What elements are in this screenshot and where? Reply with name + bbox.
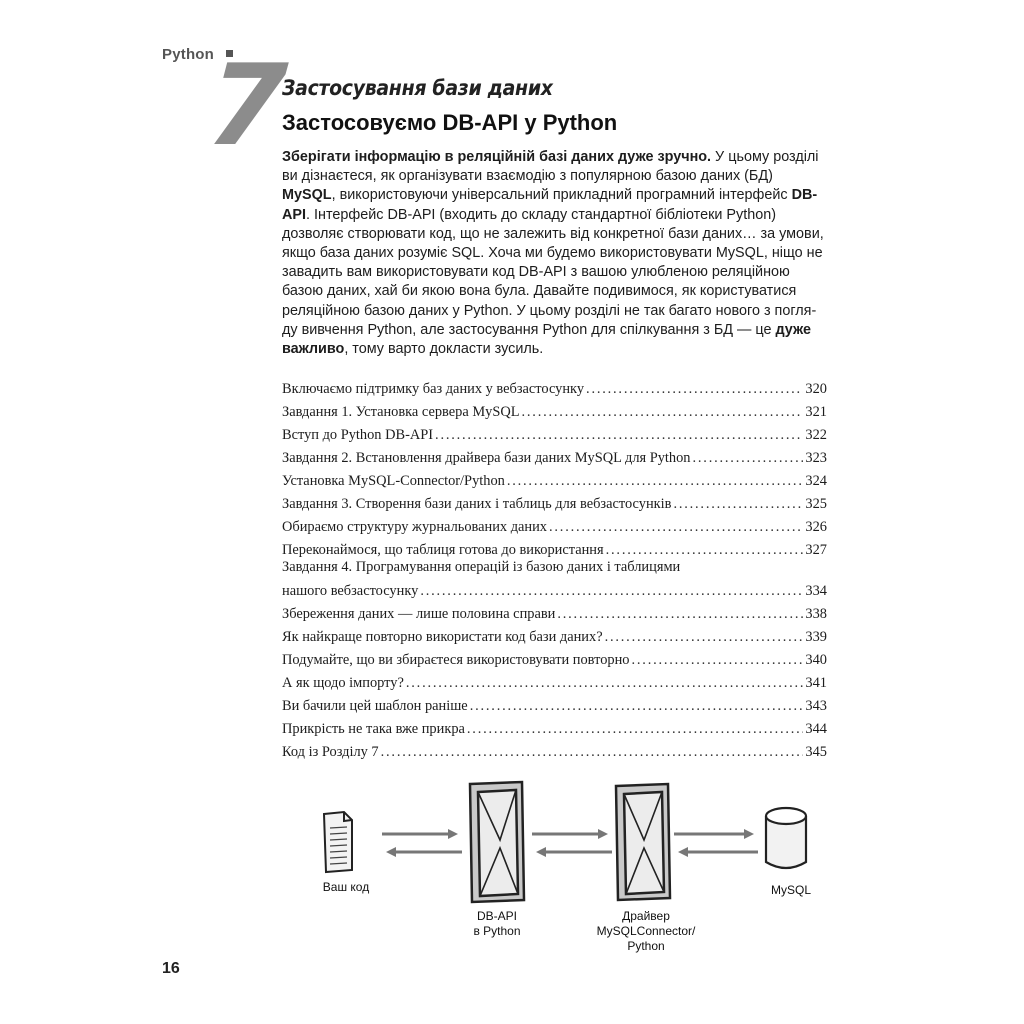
label-dbapi-line2: в Python [473, 924, 521, 938]
arrows-code-dbapi [382, 829, 462, 857]
toc-entry-page: 343 [805, 698, 827, 714]
chapter-intro [282, 148, 827, 359]
dbapi-module-icon [470, 782, 524, 902]
label-mysql: MySQL [770, 883, 811, 897]
database-cylinder-icon [766, 808, 806, 868]
intro-text: . Інтерфейс DB-API (входить до складу стандартної бібліотеки Python) дозволяє створювати код, що не залежить від конкретної бази даних… за умови, якщо база даних розуміє SQL. Хоча ми будемо використовувати MySQL, ніщо не завадить вам використовувати код DB-API з вашою улюбленою реляційною базою даних, хай би якою вона була. Давайте подивимося, як користуватися реляційною базою даних у Python. У цьому розділі не так багато нового з погляду вивчення Python, але застосування Python для спілкування з БД — це [282, 206, 824, 338]
toc-leader-dots [557, 606, 803, 623]
toc-entry-title: А як щодо імпорту? [282, 675, 404, 691]
driver-module-icon [616, 784, 670, 900]
label-your-code: Ваш код [322, 880, 370, 894]
intro-text: У цьому розділі ви дізнаєтеся, як організувати взаємодію з популярною базою даних (БД) [282, 149, 819, 185]
toc-entry-page: 321 [805, 404, 827, 420]
toc-leader-dots [470, 698, 804, 715]
toc-entry-title: Завдання 2. Встановлення драйвера бази даних MySQL для Python [282, 450, 691, 466]
label-driver [576, 909, 716, 954]
intro-bold-text: дуже важливо [282, 321, 812, 358]
toc-entry-title: Включаємо підтримку баз даних у вебзастосунку [282, 381, 585, 397]
table-of-contents [282, 375, 827, 761]
toc-entry [282, 513, 827, 536]
toc-entry [282, 646, 827, 669]
page-number: 16 [162, 960, 180, 977]
toc-entry [282, 398, 827, 421]
toc-entry-title: Ви бачили цей шаблон раніше [282, 698, 468, 714]
toc-entry [282, 467, 827, 490]
toc-entry [282, 623, 827, 646]
toc-leader-dots [605, 629, 804, 646]
toc-entry [282, 715, 827, 738]
toc-leader-dots [606, 542, 804, 559]
toc-entry-page: 340 [805, 652, 827, 668]
toc-entry-page: 323 [805, 450, 827, 466]
toc-entry-page: 320 [805, 381, 827, 397]
toc-entry-title: Вступ до Python DB-API [282, 427, 434, 443]
toc-entry-page: 341 [805, 675, 827, 691]
toc-entry [282, 375, 827, 398]
intro-bold-text: Зберігати інформацію в реляційній базі даних дуже зручно. [282, 149, 712, 165]
toc-entry-title-cont: нашого вебзастосунку [282, 583, 419, 599]
toc-entry-page: 345 [805, 744, 827, 760]
architecture-diagram [300, 770, 840, 970]
toc-entry-page: 339 [805, 629, 827, 645]
label-driver-line3: Python [627, 939, 665, 953]
label-dbapi-line1: DB-API [476, 909, 517, 923]
toc-entry-title: Завдання 4. Програмування операцій із базою даних і таблицями [282, 559, 681, 575]
chapter-title: Застосування бази даних [282, 76, 553, 100]
toc-entry-title: Збереження даних — лише половина справи [282, 606, 556, 622]
intro-bold-text: MySQL [282, 187, 332, 204]
toc-entry-title: Обираємо структуру журнальованих даних [282, 519, 548, 535]
intro-text: , тому варто докласти зусиль. [344, 341, 544, 358]
toc-entry-page: 325 [805, 496, 827, 512]
toc-entry-page: 326 [805, 519, 827, 535]
toc-leader-dots [586, 381, 803, 398]
toc-leader-dots [406, 675, 804, 692]
toc-entry [282, 536, 827, 559]
toc-leader-dots [673, 496, 803, 513]
toc-entry [282, 444, 827, 467]
toc-leader-dots [507, 473, 804, 490]
arrows-dbapi-driver [532, 829, 612, 857]
toc-entry-page: 322 [805, 427, 827, 443]
toc-leader-dots [632, 652, 804, 669]
toc-leader-dots [381, 744, 804, 761]
toc-entry [282, 692, 827, 715]
toc-entry-title: Завдання 1. Установка сервера MySQL [282, 404, 520, 420]
chapter-subtitle: Застосовуємо DB-API у Python [282, 110, 618, 135]
toc-entry-title: Прикрість не така вже прикра [282, 721, 465, 737]
toc-entry [282, 738, 827, 761]
label-driver-line2: MySQLConnector/ [596, 924, 696, 938]
toc-leader-dots [467, 721, 804, 738]
toc-leader-dots [522, 404, 804, 421]
intro-bold-text: DB-API [282, 187, 818, 223]
code-file-icon [324, 812, 352, 872]
toc-entry [282, 490, 827, 513]
toc-entry [282, 669, 827, 692]
toc-entry [282, 600, 827, 623]
toc-leader-dots [693, 450, 804, 467]
toc-entry-title: Як найкраще повторно використати код бази даних? [282, 629, 603, 645]
toc-entry-page: 327 [805, 542, 827, 558]
toc-entry-page: 338 [805, 606, 827, 622]
toc-entry-page: 324 [805, 473, 827, 489]
toc-leader-dots [549, 519, 803, 536]
toc-entry-title: Завдання 3. Створення бази даних і таблиць для вебзастосунків [282, 496, 672, 512]
toc-entry-page: 334 [805, 583, 827, 599]
toc-entry-title: Код із Розділу 7 [282, 744, 379, 760]
toc-entry-page: 344 [805, 721, 827, 737]
arrows-driver-mysql [674, 829, 758, 857]
toc-leader-dots [435, 427, 803, 444]
running-title: Python [162, 46, 215, 63]
toc-entry [282, 421, 827, 444]
toc-entry-title: Переконаймося, що таблиця готова до використання [282, 542, 604, 558]
chapter-number: 7 [203, 41, 289, 171]
toc-entry-title: Установка MySQL-Connector/Python [282, 473, 505, 489]
toc-entry [282, 559, 827, 600]
toc-entry-title: Подумайте, що ви збираєтеся використовувати повторно [282, 652, 630, 668]
intro-text: , використовуючи універсальний прикладний програмний інтерфейс [331, 187, 792, 204]
label-dbapi [442, 909, 552, 939]
label-driver-line1: Драйвер [622, 909, 670, 923]
toc-leader-dots [420, 583, 803, 600]
